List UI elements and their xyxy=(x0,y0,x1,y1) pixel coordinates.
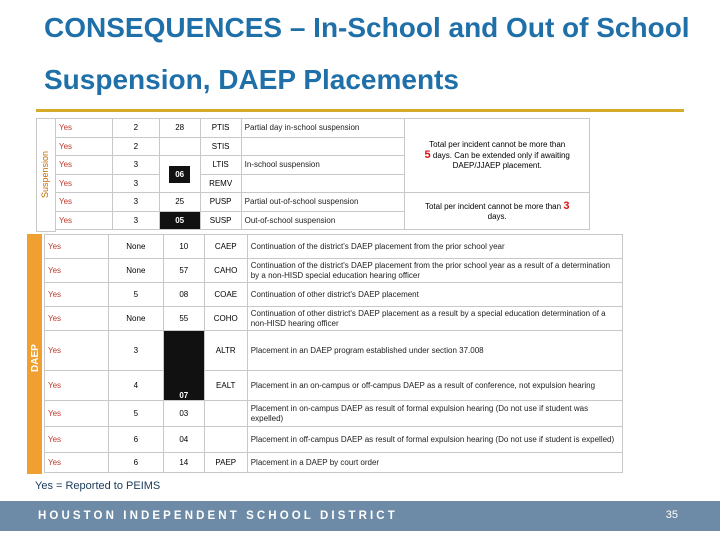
days-cell: None xyxy=(108,235,163,259)
note-text: Total per incident cannot be more than xyxy=(424,201,562,211)
reported-cell: Yes xyxy=(56,193,113,212)
reported-cell: Yes xyxy=(56,119,113,138)
daep-row xyxy=(45,259,623,283)
note-cell xyxy=(405,193,590,230)
action-code-cell: SUSP xyxy=(200,211,241,230)
black-code-06: 06 xyxy=(169,166,190,183)
action-code-cell: PUSP xyxy=(200,193,241,212)
action-code-cell: PTIS xyxy=(200,119,241,138)
code-number-cell: 07 xyxy=(163,331,204,401)
code-number-cell: 25 xyxy=(159,193,200,212)
days-cell: 3 xyxy=(112,174,159,193)
suspension-label: Suspension xyxy=(40,150,50,198)
code-number-cell: 04 xyxy=(163,427,204,453)
days-cell: 6 xyxy=(108,453,163,473)
note-text: Total per incident cannot be more than xyxy=(429,140,566,149)
reported-cell: Yes xyxy=(56,174,113,193)
reported-cell: Yes xyxy=(45,371,109,401)
daep-row xyxy=(45,331,623,371)
description-cell: Placement in an on-campus or off-campus DAEP as a result of conference, not expulsion hearing xyxy=(247,371,622,401)
code-number-cell: 05 xyxy=(159,211,200,230)
description-cell xyxy=(241,137,405,156)
days-cell: 3 xyxy=(112,211,159,230)
reported-cell: Yes xyxy=(56,137,113,156)
days-cell: 4 xyxy=(108,371,163,401)
description-cell: Placement in a DAEP by court order xyxy=(247,453,622,473)
action-code-cell xyxy=(204,427,247,453)
action-code-cell: LTIS xyxy=(200,156,241,175)
footer-bar xyxy=(0,501,720,531)
reported-cell: Yes xyxy=(56,211,113,230)
days-cell: 5 xyxy=(108,283,163,307)
reported-cell: Yes xyxy=(45,259,109,283)
description-cell: Continuation of other district's DAEP placement xyxy=(247,283,622,307)
note-cell xyxy=(405,119,590,193)
reported-cell: Yes xyxy=(45,235,109,259)
days-cell: None xyxy=(108,259,163,283)
reported-cell: Yes xyxy=(45,283,109,307)
days-cell: 6 xyxy=(108,427,163,453)
note-days: 5 xyxy=(424,149,431,161)
daep-label: DAEP xyxy=(30,344,41,372)
action-code-cell: REMV xyxy=(200,174,241,193)
description-cell: Continuation of the district's DAEP placement from the prior school year as a result of a determination by a non-HISD special education hearing officer xyxy=(247,259,622,283)
daep-row xyxy=(45,307,623,331)
action-code-cell: CAEP xyxy=(204,235,247,259)
reported-cell: Yes xyxy=(45,427,109,453)
code-number-cell xyxy=(159,156,200,193)
description-cell: Partial out-of-school suspension xyxy=(241,193,405,212)
description-cell: Partial day in-school suspension xyxy=(241,119,405,138)
code-number-cell: 08 xyxy=(163,283,204,307)
description-cell: Continuation of the district's DAEP placement from the prior school year xyxy=(247,235,622,259)
action-code-cell: STIS xyxy=(200,137,241,156)
description-cell: Placement in on-campus DAEP as result of formal expulsion hearing (Do not use if student was expelled) xyxy=(247,401,622,427)
daep-row xyxy=(45,453,623,473)
page-title: CONSEQUENCES – In-School and Out of School Suspension, DAEP Placements xyxy=(44,12,690,95)
note-days: 3 xyxy=(563,199,570,212)
title-divider xyxy=(36,109,684,112)
code-number-cell: 03 xyxy=(163,401,204,427)
days-cell: 5 xyxy=(108,401,163,427)
action-code-cell: CAHO xyxy=(204,259,247,283)
description-cell: Continuation of other district's DAEP placement as a result by a special education determination of a non-HISD hearing officer xyxy=(247,307,622,331)
reported-cell: Yes xyxy=(45,331,109,371)
daep-row xyxy=(45,371,623,401)
page-number: 35 xyxy=(665,509,678,521)
days-cell: 3 xyxy=(112,193,159,212)
daep-row xyxy=(45,427,623,453)
daep-row xyxy=(45,401,623,427)
code-number-cell: 10 xyxy=(163,235,204,259)
suspension-row xyxy=(56,193,590,212)
reported-cell: Yes xyxy=(56,156,113,175)
reported-cell: Yes xyxy=(45,401,109,427)
days-cell: 2 xyxy=(112,137,159,156)
code-number-cell xyxy=(159,137,200,156)
action-code-cell: ALTR xyxy=(204,331,247,371)
note-text: days. xyxy=(487,211,507,221)
description-cell: In-school suspension xyxy=(241,156,405,175)
code-number-cell: 57 xyxy=(163,259,204,283)
action-code-cell: COHO xyxy=(204,307,247,331)
suspension-table xyxy=(55,118,590,230)
district-name: HOUSTON INDEPENDENT SCHOOL DISTRICT xyxy=(38,510,398,522)
days-cell: 3 xyxy=(108,331,163,371)
code-number-cell: 28 xyxy=(159,119,200,138)
code-number-cell: 55 xyxy=(163,307,204,331)
note-text: days. Can be extended only if awaiting DAEP/JJAEP placement. xyxy=(432,151,570,170)
daep-row xyxy=(45,235,623,259)
description-cell: Placement in an DAEP program established under section 37.008 xyxy=(247,331,622,371)
code-number-cell: 14 xyxy=(163,453,204,473)
action-code-cell: COAE xyxy=(204,283,247,307)
days-cell: 3 xyxy=(112,156,159,175)
reported-cell: Yes xyxy=(45,453,109,473)
reported-cell: Yes xyxy=(45,307,109,331)
days-cell: 2 xyxy=(112,119,159,138)
daep-table xyxy=(44,234,623,473)
description-cell xyxy=(241,174,405,193)
action-code-cell xyxy=(204,401,247,427)
description-cell: Out-of-school suspension xyxy=(241,211,405,230)
daep-row xyxy=(45,283,623,307)
action-code-cell: PAEP xyxy=(204,453,247,473)
footnote: Yes = Reported to PEIMS xyxy=(35,480,161,492)
days-cell: None xyxy=(108,307,163,331)
suspension-row xyxy=(56,119,590,138)
description-cell: Placement in off-campus DAEP as result of formal expulsion hearing (Do not use if student is expelled) xyxy=(247,427,622,453)
action-code-cell: EALT xyxy=(204,371,247,401)
